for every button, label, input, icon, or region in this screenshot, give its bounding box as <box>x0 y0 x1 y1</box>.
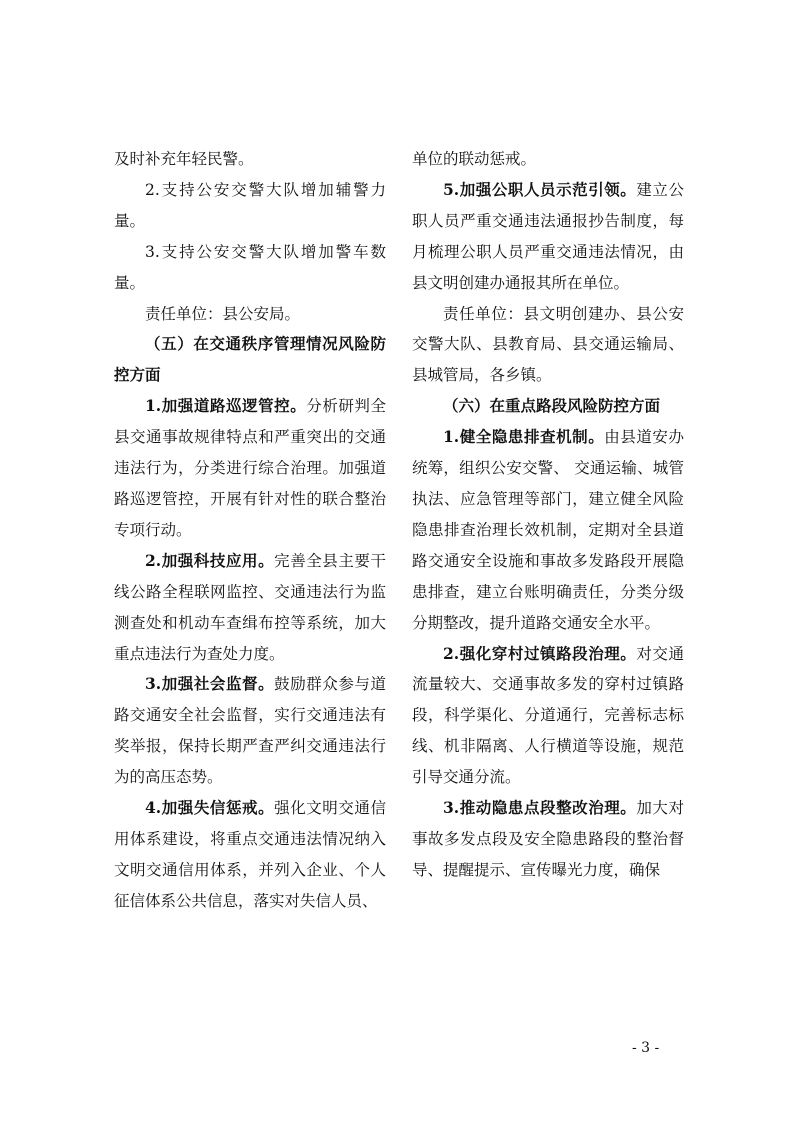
paragraph-text: 对交通流量较大、交通事故多发的穿村过镇路段，科学渠化、分道通行，完善标志标线、机非隔离、人行横道等设施，规范引导交通分流。 <box>412 644 684 787</box>
page-number: - 3 - <box>632 1040 660 1056</box>
paragraph-text: 加大对事故多发点段及安全隐患路段的整治督导、提醒提示、宣传曝光力度，确保 <box>412 799 684 879</box>
paragraph-lead: 1.健全隐患排查机制。 <box>443 427 605 447</box>
paragraph <box>412 144 684 175</box>
paragraph <box>114 175 386 237</box>
paragraph-text: 及时补充年轻民警。 <box>114 150 254 168</box>
paragraph <box>412 299 684 392</box>
paragraph <box>114 144 386 175</box>
paragraph <box>114 237 386 299</box>
right-column <box>412 144 684 886</box>
paragraph-lead: 5.加强公职人员示范引领。 <box>443 179 637 199</box>
paragraph <box>114 391 386 546</box>
paragraph-lead: 3.推动隐患点段整改治理。 <box>443 798 637 818</box>
paragraph <box>114 793 386 917</box>
paragraph-lead: 2.加强科技应用。 <box>145 550 275 570</box>
paragraph-text: （五）在交通秩序管理情况风险防控方面 <box>114 334 386 385</box>
paragraph-text: 2.支持公安交警大队增加辅警力量。 <box>114 180 386 230</box>
paragraph-lead: 3.加强社会监督。 <box>145 674 275 694</box>
paragraph-text: 责任单位：县公安局。 <box>145 304 301 323</box>
section-heading <box>412 391 684 422</box>
paragraph <box>114 546 386 670</box>
left-column <box>114 144 386 917</box>
paragraph-text: 由县道安办统筹，组织公安交警、 交通运输、城管执法、应急管理等部门，建立健全风险隐患排查治理长效机制，定期对全县道路交通安全设施和事故多发路段开展隐患排查，建立台账明确责任，分类分级分期整改，提升道路交通安全水平。 <box>412 428 684 632</box>
paragraph-text: 建立公职人员严重交通违法通报抄告制度，每月梳理公职人员严重交通违法情况，由县文明创建办通报其所在单位。 <box>412 180 684 292</box>
paragraph <box>412 793 684 886</box>
paragraph <box>114 669 386 793</box>
paragraph-lead: 1.加强道路巡逻管控。 <box>145 396 307 416</box>
paragraph <box>412 639 684 794</box>
paragraph-text: （六）在重点路段风险防控方面 <box>443 396 661 416</box>
paragraph <box>114 299 386 330</box>
paragraph-lead: 2.强化穿村过镇路段治理。 <box>443 643 637 663</box>
paragraph-text: 强化文明交通信用体系建设，将重点交通违法情况纳入文明交通信用体系，并列入企业、个人征信体系公共信息，落实对失信人员、 <box>114 799 386 910</box>
section-heading <box>114 329 386 391</box>
paragraph-text: 分析研判全县交通事故规律特点和严重突出的交通违法行为，分类进行综合治理。加强道路巡逻管控，开展有针对性的联合整治专项行动。 <box>114 397 386 539</box>
paragraph-text: 完善全县主要干线公路全程联网监控、交通违法行为监测查处和机动车查缉布控等系统，加大重点违法行为查处力度。 <box>114 551 386 663</box>
paragraph-lead: 4.加强失信惩戒。 <box>145 798 275 818</box>
paragraph-text: 鼓励群众参与道路交通安全社会监督，实行交通违法有奖举报，保持长期严查严纠交通违法行为的高压态势。 <box>114 675 386 787</box>
paragraph-text: 责任单位：县文明创建办、县公安交警大队、县教育局、县交通运输局、县城管局，各乡镇。 <box>412 304 684 385</box>
paragraph-text: 3.支持公安交警大队增加警车数量。 <box>114 242 386 292</box>
paragraph <box>412 422 684 638</box>
paragraph-text: 单位的联动惩戒。 <box>412 150 537 168</box>
paragraph <box>412 175 684 299</box>
